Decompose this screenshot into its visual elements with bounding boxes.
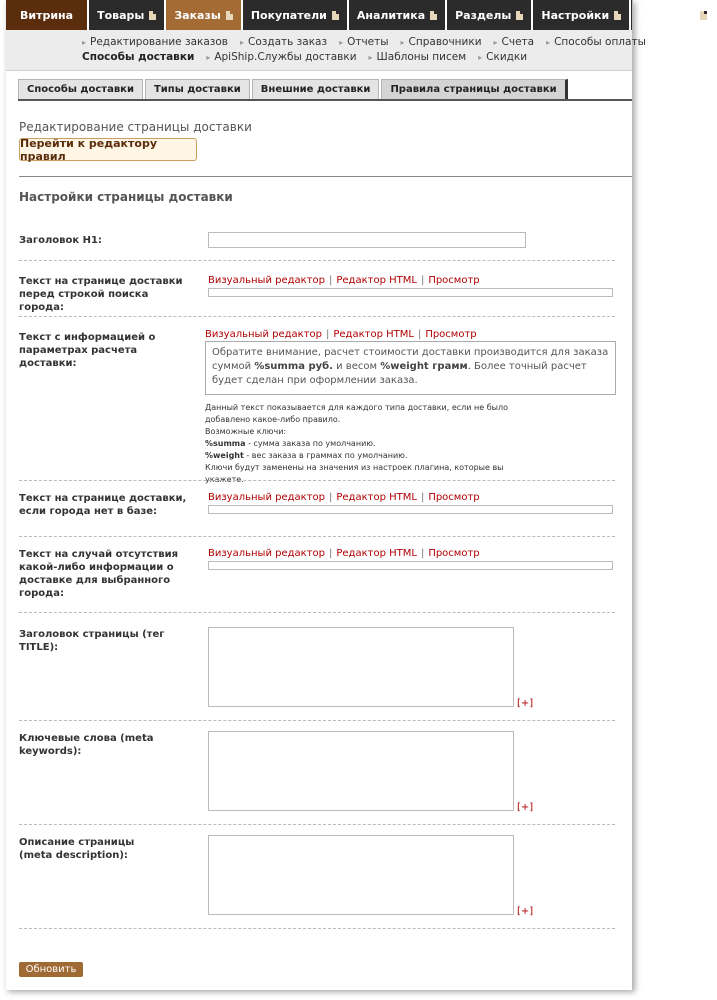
html-editor-link[interactable]: Редактор HTML (336, 275, 417, 286)
nav-tab-plugins[interactable]: Плагины (631, 0, 717, 30)
description-label: Описание страницы (meta description): (19, 837, 135, 861)
html-editor-link[interactable]: Редактор HTML (336, 492, 417, 503)
top-nav (6, 0, 695, 30)
tab-delivery-page-rules[interactable]: Правила страницы доставки (381, 79, 567, 99)
tab-delivery-types[interactable]: Типы доставки (145, 79, 250, 99)
editor-links: Визуальный редактор | Редактор HTML | Просмотр (208, 492, 480, 503)
no-info-editor[interactable] (208, 561, 613, 570)
subnav-references[interactable]: ▸ Справочники (401, 36, 482, 52)
nav-tab-storefront[interactable]: Витрина (6, 0, 89, 30)
before-search-label: Текст на странице доставки перед строкой поиска города: (19, 276, 183, 313)
html-editor-link[interactable]: Редактор HTML (336, 548, 417, 559)
nav-tab-orders[interactable]: Заказы (166, 0, 242, 30)
preview-link[interactable]: Просмотр (425, 329, 477, 340)
tab-external-delivery[interactable]: Внешние доставки (252, 79, 380, 99)
h1-label: Заголовок H1: (19, 235, 102, 246)
divider (19, 260, 615, 261)
divider (19, 612, 615, 613)
save-button[interactable]: Обновить (19, 962, 83, 977)
keywords-label: Ключевые слова (meta keywords): (19, 733, 154, 757)
editor-links: Визуальный редактор | Редактор HTML | Просмотр (205, 329, 477, 340)
document-icon (516, 11, 523, 20)
document-icon (614, 11, 621, 20)
sub-nav-row-1 (82, 36, 658, 52)
visual-editor-link[interactable]: Визуальный редактор (208, 548, 325, 559)
subnav-payment-methods[interactable]: ▸ Способы оплаты (546, 36, 646, 52)
keywords-expand-link[interactable]: [+] (517, 802, 534, 813)
divider (19, 480, 615, 481)
title-textarea[interactable] (208, 627, 514, 707)
h1-input[interactable] (208, 232, 526, 248)
document-icon (226, 11, 233, 20)
nav-tab-customers[interactable]: Покупатели (243, 0, 349, 30)
editor-links: Визуальный редактор | Редактор HTML | Просмотр (208, 275, 480, 286)
visual-editor-link[interactable]: Визуальный редактор (205, 329, 322, 340)
no-city-editor[interactable] (208, 505, 613, 514)
tabs-underline (18, 99, 632, 101)
divider (19, 536, 615, 537)
document-icon (700, 11, 707, 20)
calc-info-editor[interactable]: Обратите внимание, расчет стоимости доставки производится для заказа суммой %summa руб. и весом %weight грамм. Более точный расчет будет сделан при оформлении заказа. (205, 341, 616, 395)
html-editor-link[interactable]: Редактор HTML (333, 329, 414, 340)
subnav-email-templates[interactable]: ▸ Шаблоны писем (369, 51, 467, 67)
visual-editor-link[interactable]: Визуальный редактор (208, 275, 325, 286)
subnav-apiship[interactable]: ▸ ApiShip.Службы доставки (206, 51, 356, 67)
nav-tab-settings[interactable]: Настройки (533, 0, 631, 30)
document-icon (332, 11, 339, 20)
divider (19, 176, 632, 177)
no-city-label: Текст на странице доставки, если города нет в базе: (19, 493, 187, 517)
divider (19, 928, 615, 929)
title-expand-link[interactable]: [+] (517, 698, 534, 709)
subnav-invoices[interactable]: ▸ Счета (494, 36, 535, 52)
rules-editor-button[interactable]: Перейти к редактору правил (19, 138, 197, 161)
preview-link[interactable]: Просмотр (428, 492, 480, 503)
divider (19, 720, 615, 721)
description-expand-link[interactable]: [+] (517, 906, 534, 917)
editor-links: Визуальный редактор | Редактор HTML | Просмотр (208, 548, 480, 559)
subnav-create-order[interactable]: ▸ Создать заказ (240, 36, 327, 52)
divider (19, 316, 615, 317)
sub-nav-row-2 (82, 51, 539, 67)
before-search-editor[interactable] (208, 288, 613, 297)
subnav-delivery-methods[interactable]: Способы доставки (82, 51, 195, 63)
no-info-label: Текст на случай отсутствия какой-либо информации о доставке для выбранного города: (19, 549, 178, 599)
subnav-edit-orders[interactable]: ▸ Редактирование заказов (82, 36, 228, 52)
divider (19, 824, 615, 825)
sub-nav (6, 30, 646, 71)
settings-heading: Настройки страницы доставки (19, 190, 233, 204)
preview-link[interactable]: Просмотр (428, 548, 480, 559)
calc-info-label: Текст с информацией о параметрах расчета доставки: (19, 332, 156, 369)
delivery-tabs (18, 79, 570, 99)
visual-editor-link[interactable]: Визуальный редактор (208, 492, 325, 503)
nav-tab-analytics[interactable]: Аналитика (349, 0, 447, 30)
tab-delivery-methods[interactable]: Способы доставки (18, 79, 143, 99)
document-icon (149, 11, 156, 20)
app-window (6, 0, 695, 990)
description-textarea[interactable] (208, 835, 514, 915)
keywords-textarea[interactable] (208, 731, 514, 811)
preview-link[interactable]: Просмотр (428, 275, 480, 286)
nav-tab-products[interactable]: Товары (89, 0, 166, 30)
subnav-discounts[interactable]: ▸ Скидки (478, 51, 527, 67)
document-icon (430, 11, 437, 20)
subnav-reports[interactable]: ▸ Отчеты (339, 36, 388, 52)
page-title: Редактирование страницы доставки (19, 120, 252, 134)
nav-tab-sections[interactable]: Разделы (447, 0, 533, 30)
title-label: Заголовок страницы (тег TITLE): (19, 629, 165, 653)
calc-info-help: Данный текст показывается для каждого типа доставки, если не было добавлено какое-либо правило. Возможные ключи: %summa - сумма заказа по умолчанию. %weight - вес заказа в граммах по умолчанию. Ключи будут заменены на значения из настроек плагина, которые вы укажете. (205, 403, 508, 484)
